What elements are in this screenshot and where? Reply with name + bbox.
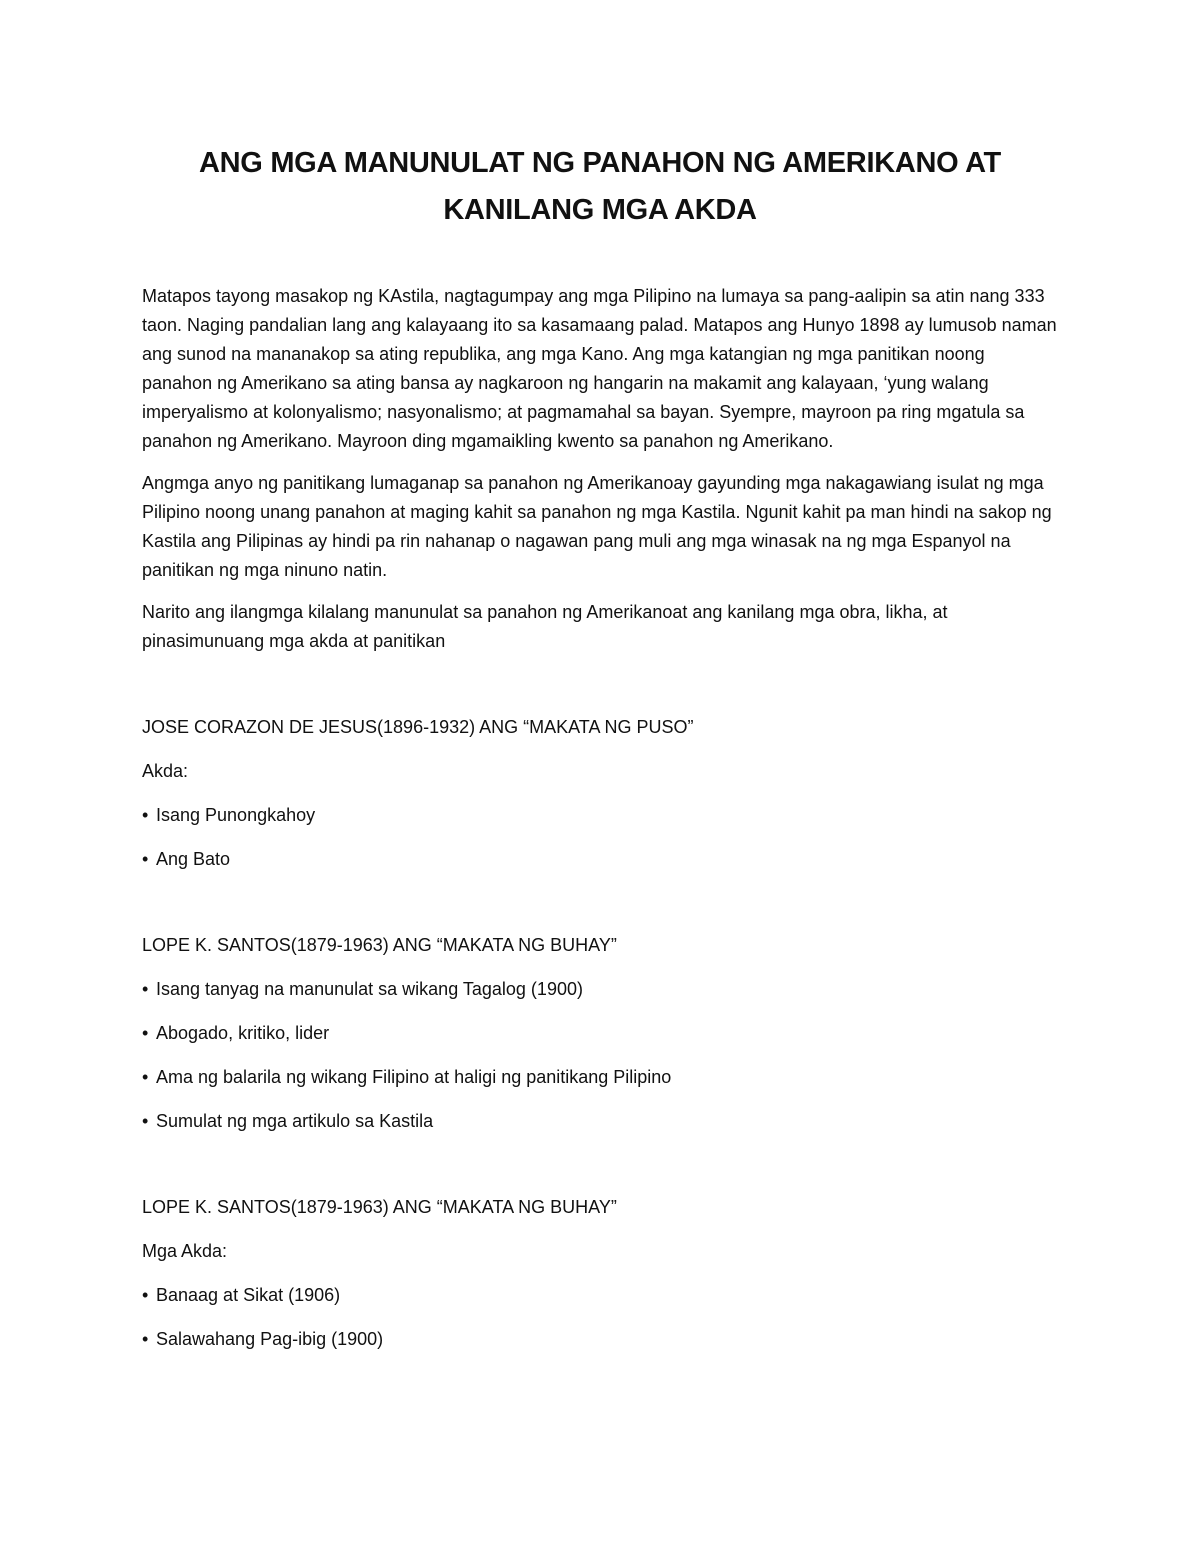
intro-paragraph: Narito ang ilangmga kilalang manunulat sa panahon ng Amerikanoat ang kanilang mga obra, likha, at pinasimunuang mga akda at panitikan bbox=[142, 602, 948, 651]
intro-paragraph: Matapos tayong masakop ng KAstila, nagtagumpay ang mga Pilipino na lumaya sa pang-aalipin sa atin nang 333 taon. Naging pandalian lang ang kalayaang ito sa kasamaang palad. Matapos ang Hunyo 1898 ay lumusob naman ang sunod na mananakop sa ating republika, ang mga Kano. Ang mga katangian ng mga panitikan noong panahon ng Amerikano sa ating bansa ay nagkaroon ng hangarin na makamit ang kalayaan, ‘yung walang imperyalismo at kolonyalismo; nasyonalismo; at pagmamahal sa bayan. Syempre, mayroon pa ring mgatula sa panahon ng Amerikano. Mayroon ding mgamaikling kwento sa panahon ng Amerikano. bbox=[142, 286, 1057, 451]
list-item-text: Ang Bato bbox=[156, 849, 231, 869]
section-heading: JOSE CORAZON DE JESUS(1896-1932) ANG “MAKATA NG PUSO” bbox=[142, 717, 694, 737]
list-item bbox=[142, 845, 1058, 874]
section-sublabel: Mga Akda: bbox=[142, 1241, 228, 1261]
list-item bbox=[142, 1281, 1058, 1310]
list-item bbox=[142, 1325, 1058, 1354]
list-item bbox=[142, 801, 1058, 830]
list-item-text: Isang Punongkahoy bbox=[156, 805, 316, 825]
list-item bbox=[142, 1107, 1058, 1136]
intro-paragraph: Angmga anyo ng panitikang lumaganap sa panahon ng Amerikanoay gayunding mga nakagawiang isulat ng mga Pilipino noong unang panahon at maging kahit sa panahon ng mga Kastila. Ngunit kahit pa man hindi na sakop ng Kastila ang Pilipinas ay hindi pa rin nahanap o nagawan pang muli ang mga winasak na ng mga Espanyol na panitikan ng mga ninuno natin. bbox=[142, 473, 1052, 580]
title-line-1: ANG MGA MANUNULAT NG PANAHON NG AMERIKANO AT bbox=[199, 147, 1001, 179]
bullet-icon: • bbox=[142, 1285, 149, 1305]
list-item-text: Abogado, kritiko, lider bbox=[156, 1023, 330, 1043]
author-section-lope-k-santos bbox=[142, 931, 1058, 1136]
section-heading: LOPE K. SANTOS(1879-1963) ANG “MAKATA NG BUHAY” bbox=[142, 1197, 617, 1217]
bullet-icon: • bbox=[142, 805, 149, 825]
list-item-text: Banaag at Sikat (1906) bbox=[156, 1285, 341, 1305]
bullet-icon: • bbox=[142, 1067, 149, 1087]
section-sublabel: Akda: bbox=[142, 761, 189, 781]
intro bbox=[142, 282, 1058, 656]
bullet-icon: • bbox=[142, 849, 149, 869]
document-title bbox=[142, 0, 1058, 234]
list-item-text: Ama ng balarila ng wikang Filipino at haligi ng panitikang Pilipino bbox=[156, 1067, 672, 1087]
list-item-text: Salawahang Pag-ibig (1900) bbox=[156, 1329, 384, 1349]
title-line-2: KANILANG MGA AKDA bbox=[443, 194, 757, 226]
list-item-text: Isang tanyag na manunulat sa wikang Tagalog (1900) bbox=[156, 979, 583, 999]
bullet-icon: • bbox=[142, 1023, 149, 1043]
bullet-icon: • bbox=[142, 1111, 149, 1131]
bullet-icon: • bbox=[142, 979, 149, 999]
bullet-icon: • bbox=[142, 1329, 149, 1349]
author-section-lope-k-santos-works bbox=[142, 1193, 1058, 1354]
list-item-text: Sumulat ng mga artikulo sa Kastila bbox=[156, 1111, 434, 1131]
section-heading: LOPE K. SANTOS(1879-1963) ANG “MAKATA NG BUHAY” bbox=[142, 935, 617, 955]
list-item bbox=[142, 1019, 1058, 1048]
list-item bbox=[142, 975, 1058, 1004]
author-section-jose-corazon-de-jesus bbox=[142, 713, 1058, 874]
list-item bbox=[142, 1063, 1058, 1092]
